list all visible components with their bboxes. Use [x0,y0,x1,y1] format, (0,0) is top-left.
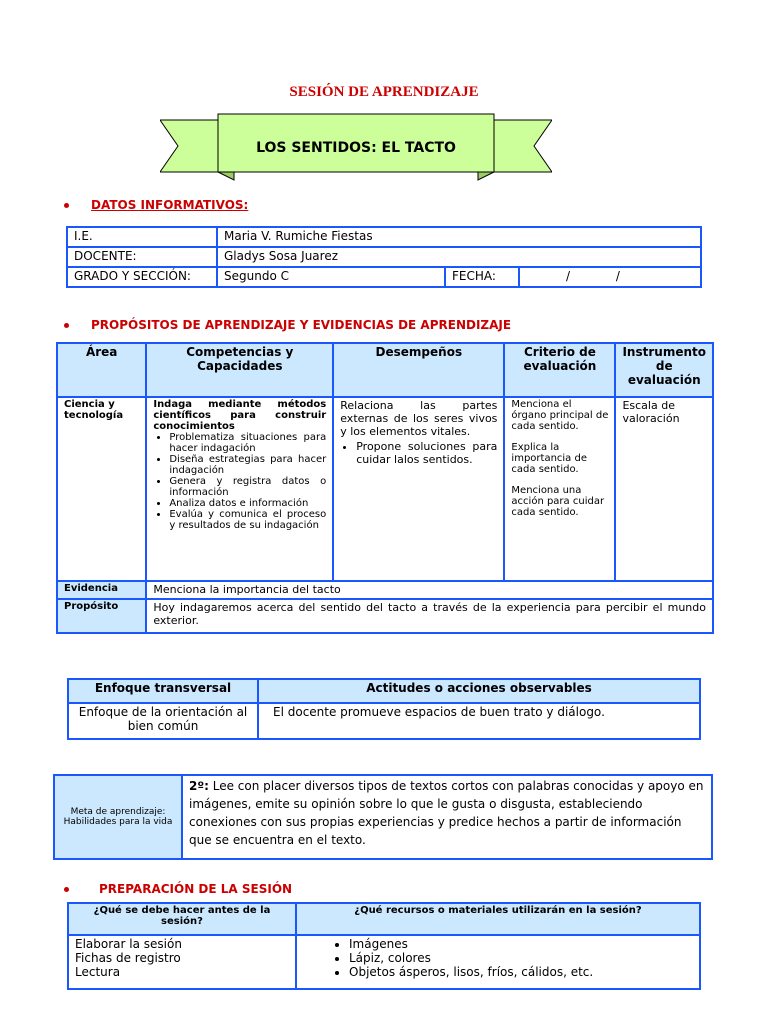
list-item: Fichas de registro [75,951,181,965]
fecha-label: FECHA: [445,267,519,287]
bullet-icon [64,203,69,208]
ie-label: I.E. [67,227,217,247]
ie-value: Maria V. Rumiche Fiestas [217,227,701,247]
criterio-2: Explica la importancia de cada sentido. [511,442,587,475]
criterio-3: Menciona una acción para cuidar cada sentido. [511,485,605,518]
bullet-icon [64,323,69,328]
fecha-value: / / [519,267,701,287]
enfoque-right: El docente promueve espacios de buen trato y diálogo. [258,703,700,739]
desempeno-text: Relaciona las partes externas de los seres vivos y los elementos vitales. [340,399,498,438]
grado-label: GRADO Y SECCIÓN: [67,267,217,287]
list-item: Elaborar la sesión [75,937,182,951]
desempeno-list [340,440,497,466]
section-propositos-heading [64,318,511,332]
col-desempenos: Desempeños [333,343,504,397]
datos-heading-text: DATOS INFORMATIVOS: [91,198,249,212]
propositos-heading-text: PROPÓSITOS DE APRENDIZAJE Y EVIDENCIAS DE APRENDIZAJE [91,318,512,332]
preparacion-header-left: ¿Qué se debe hacer antes de la sesión? [68,903,296,935]
list-item: • Imágenes [349,937,693,951]
meta-text: Lee con placer diversos tipos de textos cortos con palabras conocidas y apoyo en imágenes, emite su opinión sobre lo que le gusta o disgusta, estableciendo conexiones con sus propias experiencias y predice hechos a partir de información que se encuentra en el texto. [189,779,704,847]
preparacion-table [67,902,701,990]
competencia-text: Indaga mediante métodos científicos para construir conocimientos [153,399,327,432]
evidencia-value: Menciona la importancia del tacto [146,581,713,599]
docente-value: Gladys Sosa Juarez [217,247,701,267]
enfoque-header-left: Enfoque transversal [68,679,258,703]
col-competencias: Competencias y Capacidades [146,343,333,397]
col-area: Área [57,343,146,397]
proposito-value: Hoy indagaremos acerca del sentido del tacto a través de la experiencia para percibir el mundo exterior. [146,599,713,633]
meta-sublabel: Habilidades para la vida [63,817,173,827]
enfoque-left: Enfoque de la orientación al bien común [68,703,258,739]
page-title: SESIÓN DE APRENDIZAJE [289,84,479,100]
criterio-1: Menciona el órgano principal de cada sentido. [511,399,609,432]
datos-table [66,226,702,288]
enfoque-table [67,678,701,740]
list-item: • Propone soluciones para cuidar lalos sentidos. [356,440,497,466]
list-item: • Objetos ásperos, lisos, fríos, cálidos, etc. [349,965,693,979]
evidencia-label: Evidencia [57,581,146,599]
bullet-icon [64,887,69,892]
section-preparacion-heading [64,882,292,896]
list-item: • Lápiz, colores [349,951,693,965]
ribbon-title: LOS SENTIDOS: EL TACTO [256,140,456,156]
propositos-table [56,342,714,634]
proposito-label: Propósito [57,599,146,633]
list-item: • Problematiza situaciones para hacer indagación [169,432,326,454]
instrumento-cell: Escala de valoración [615,397,713,581]
area-cell: Ciencia y tecnología [57,397,146,581]
list-item: • Genera y registra datos o información [169,476,326,498]
list-item: Lectura [75,965,121,979]
list-item: • Evalúa y comunica el proceso y resultados de su indagación [169,509,326,531]
col-instrumento: Instrumento de evaluación [615,343,713,397]
grado-value: Segundo C [217,267,445,287]
list-item: • Analiza datos e información [169,498,326,509]
list-item: • Diseña estrategias para hacer indagación [169,454,326,476]
docente-label: DOCENTE: [67,247,217,267]
recursos-list [303,937,693,979]
preparacion-header-right: ¿Qué recursos o materiales utilizarán en la sesión? [296,903,700,935]
meta-grade: 2º: [189,779,209,793]
meta-table [53,774,713,860]
enfoque-header-right: Actitudes o acciones observables [258,679,700,703]
col-criterio: Criterio de evaluación [504,343,615,397]
meta-label: Meta de aprendizaje: [70,807,166,817]
capacidades-list [153,432,326,531]
preparacion-heading-text: PREPARACIÓN DE LA SESIÓN [99,882,293,896]
section-datos-heading [64,198,248,212]
